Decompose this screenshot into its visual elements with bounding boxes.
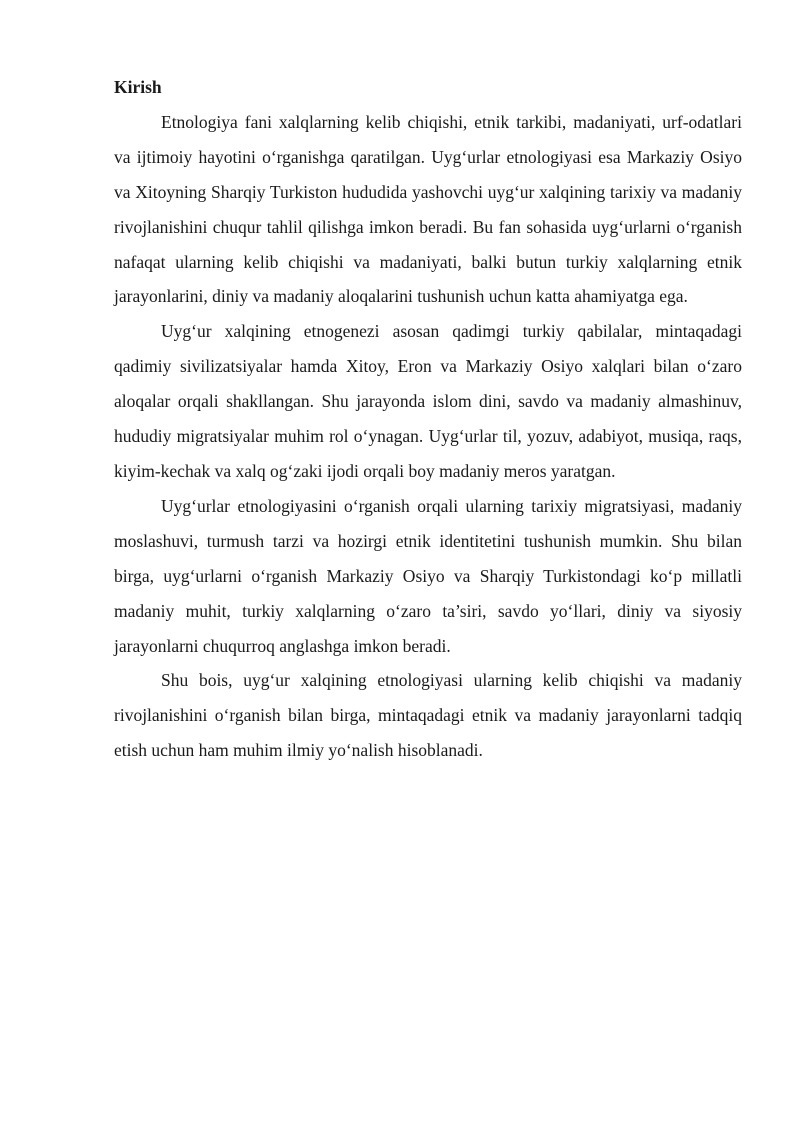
paragraph-1: Etnologiya fani xalqlarning kelib chiqishi, etnik tarkibi, madaniyati, urf-odatlari va ijtimoiy hayotini o‘rganishga qaratilgan. Uyg‘urlar etnologiyasi esa Markaziy Osiyo va Xitoyning Sharqiy Turkiston hududida yashovchi uyg‘ur xalqining tarixiy va madaniy rivojlanishini chuqur tahlil qilishga imkon beradi. Bu fan sohasida uyg‘urlarni o‘rganish nafaqat ularning kelib chiqishi va madaniyati, balki butun turkiy xalqlarning etnik jarayonlarini, diniy va madaniy aloqalarini tushunish uchun katta ahamiyatga ega. [114,111,742,307]
paragraph-3: Uyg‘urlar etnologiyasini o‘rganish orqali ularning tarixiy migratsiyasi, madaniy moslashuvi, turmush tarzi va hozirgi etnik identitetini tushunish mumkin. Shu bilan birga, uyg‘urlarni o‘rganish Markaziy Osiyo va Sharqiy Turkistondagi ko‘p millatli madaniy muhit, turkiy xalqlarning o‘zaro ta’siri, savdo yo‘llari, diniy va siyosiy jarayonlarni chuqurroq anglashga imkon beradi. [114,495,742,656]
section-heading: Kirish [114,77,162,97]
paragraph-4: Shu bois, uyg‘ur xalqining etnologiyasi ularning kelib chiqishi va madaniy rivojlanishini o‘rganish bilan birga, mintaqadagi etnik va madaniy jarayonlarni tadqiq etish uchun ham muhim ilmiy yo‘nalish hisoblanadi. [114,670,742,761]
paragraph-2: Uyg‘ur xalqining etnogenezi asosan qadimgi turkiy qabilalar, mintaqadagi qadimiy sivilizatsiyalar hamda Xitoy, Eron va Markaziy Osiyo xalqlari bilan o‘zaro aloqalar orqali shakllangan. Shu jarayonda islom dini, savdo va madaniy almashinuv, hududiy migratsiyalar muhim rol o‘ynagan. Uyg‘urlar til, yozuv, adabiyot, musiqa, raqs, kiyim-kechak va xalq og‘zaki ijodi orqali boy madaniy meros yaratgan. [114,321,742,481]
document-body [114,70,742,768]
